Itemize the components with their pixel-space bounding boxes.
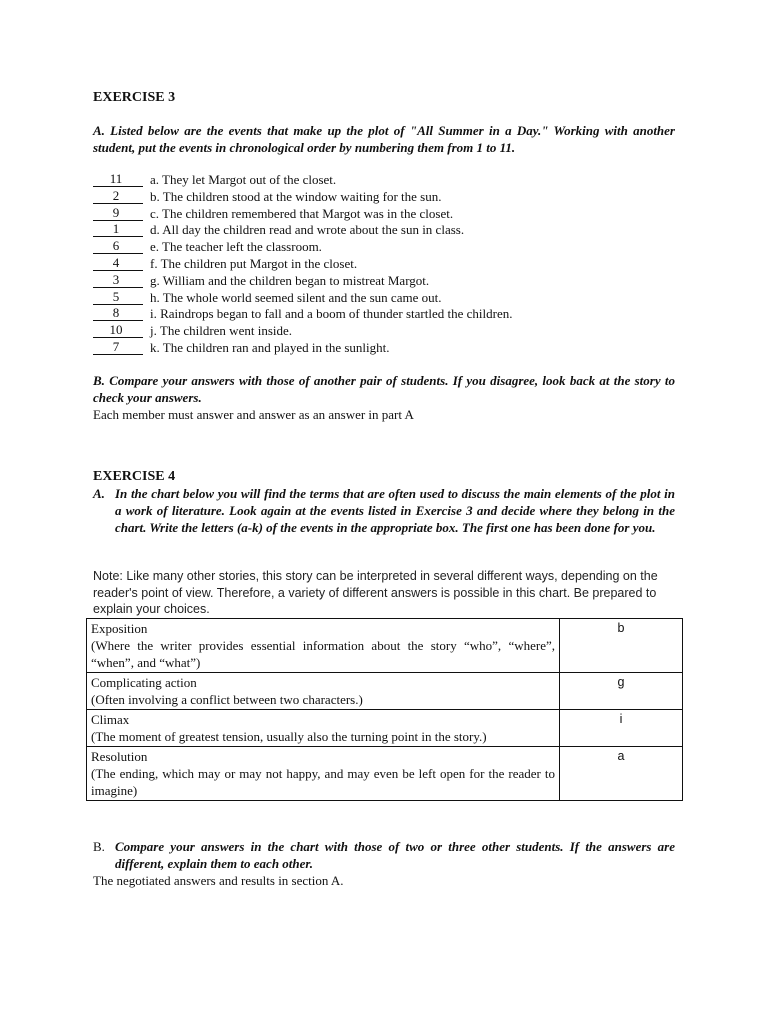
table-row: [87, 619, 683, 673]
chart-term-cell: [87, 710, 560, 747]
event-text: h. The whole world seemed silent and the sun came out.: [150, 289, 442, 305]
list-item: [93, 239, 675, 256]
list-item: [93, 256, 675, 273]
chart-answer-cell[interactable]: b: [560, 619, 683, 673]
event-text: a. They let Margot out of the closet.: [150, 172, 337, 187]
list-item: [93, 306, 675, 323]
event-text: b. The children stood at the window waiting for the sun.: [150, 188, 442, 204]
list-item: [93, 340, 675, 357]
exercise-3-answer-b: Each member must answer and answer as an answer in part A: [93, 407, 414, 422]
exercise-4-title: EXERCISE 4: [93, 469, 176, 484]
answer-blank[interactable]: 10: [93, 323, 143, 338]
chart-term-cell: [87, 673, 560, 710]
list-item: [93, 222, 675, 239]
answer-blank[interactable]: 4: [93, 256, 143, 271]
answer-blank[interactable]: 11: [93, 172, 143, 187]
chart-answer-cell[interactable]: g: [560, 673, 683, 710]
answer-blank[interactable]: 5: [93, 290, 143, 305]
answer-blank[interactable]: 3: [93, 273, 143, 288]
exercise-4-answer-b: The negotiated answers and results in section A.: [93, 873, 344, 888]
answer-blank[interactable]: 1: [93, 222, 143, 237]
event-text: e. The teacher left the classroom.: [150, 239, 322, 255]
chart-term: Exposition: [91, 621, 148, 636]
item-label-b: B.: [93, 839, 105, 854]
chart-description: (Where the writer provides essential information about the story “who”, “where”, “when”, and “what”): [91, 638, 555, 670]
exercise-4-instruction-a: [93, 485, 675, 536]
event-text: g. William and the children began to mistreat Margot.: [150, 272, 430, 288]
answer-blank[interactable]: 8: [93, 306, 143, 321]
answer-blank[interactable]: 7: [93, 340, 143, 355]
list-item: [93, 290, 675, 307]
list-item: [93, 189, 675, 206]
chart-description: (The ending, which may or may not happy, and may even be left open for the reader to imagine): [91, 766, 555, 798]
answer-blank[interactable]: 9: [93, 206, 143, 221]
exercise-3-instruction-b: B. Compare your answers with those of another pair of students. If you disagree, look back at the story to check your answers.: [93, 373, 675, 405]
table-row: [87, 673, 683, 710]
instruction-b-text: Compare your answers in the chart with those of two or three other students. If the answers are different, explain them to each other.: [115, 839, 675, 871]
answer-blank[interactable]: 2: [93, 189, 143, 204]
chart-term: Resolution: [91, 749, 148, 764]
chart-answer-cell[interactable]: a: [560, 747, 683, 801]
chart-term-cell: [87, 619, 560, 673]
plot-elements-chart: [86, 618, 683, 801]
exercise-4-note: Note: Like many other stories, this story can be interpreted in several different ways, depending on the reader's point of view. Therefore, a variety of different answers is possible in this chart. Be prepared to explain your choices.: [93, 569, 658, 616]
list-item: [93, 273, 675, 290]
event-text: k. The children ran and played in the sunlight.: [150, 339, 390, 355]
exercise-4-instruction-b: [93, 838, 675, 872]
chart-term-cell: [87, 747, 560, 801]
event-list: [93, 172, 675, 357]
event-text: j. The children went inside.: [150, 323, 293, 339]
chart-term: Complicating action: [91, 675, 197, 690]
list-item: [93, 323, 675, 340]
exercise-3-instruction-a: A. Listed below are the events that make up the plot of "All Summer in a Day." Working with another student, put the events in chronological order by numbering them from 1 to 11.: [93, 123, 675, 155]
list-item: [93, 172, 675, 189]
list-item: [93, 206, 675, 223]
table-row: [87, 710, 683, 747]
event-text: f. The children put Margot in the closet.: [150, 255, 358, 271]
instruction-a-text: In the chart below you will find the terms that are often used to discuss the main elements of the plot in a work of literature. Look again at the events listed in Exercise 3 and decide where they belong in the chart. Write the letters (a-k) of the events in the appropriate box. The first one has been done for you.: [115, 486, 675, 535]
chart-term: Climax: [91, 712, 130, 727]
event-text: i. Raindrops began to fall and a boom of thunder startled the children.: [150, 306, 513, 322]
item-label-a: A.: [93, 486, 105, 501]
chart-answer-cell[interactable]: i: [560, 710, 683, 747]
table-row: [87, 747, 683, 801]
chart-description: (The moment of greatest tension, usually also the turning point in the story.): [91, 729, 487, 744]
event-text: d. All day the children read and wrote about the sun in class.: [150, 222, 465, 238]
exercise-3-title: EXERCISE 3: [93, 90, 176, 105]
chart-description: (Often involving a conflict between two characters.): [91, 692, 363, 707]
answer-blank[interactable]: 6: [93, 239, 143, 254]
event-text: c. The children remembered that Margot was in the closet.: [150, 205, 454, 221]
